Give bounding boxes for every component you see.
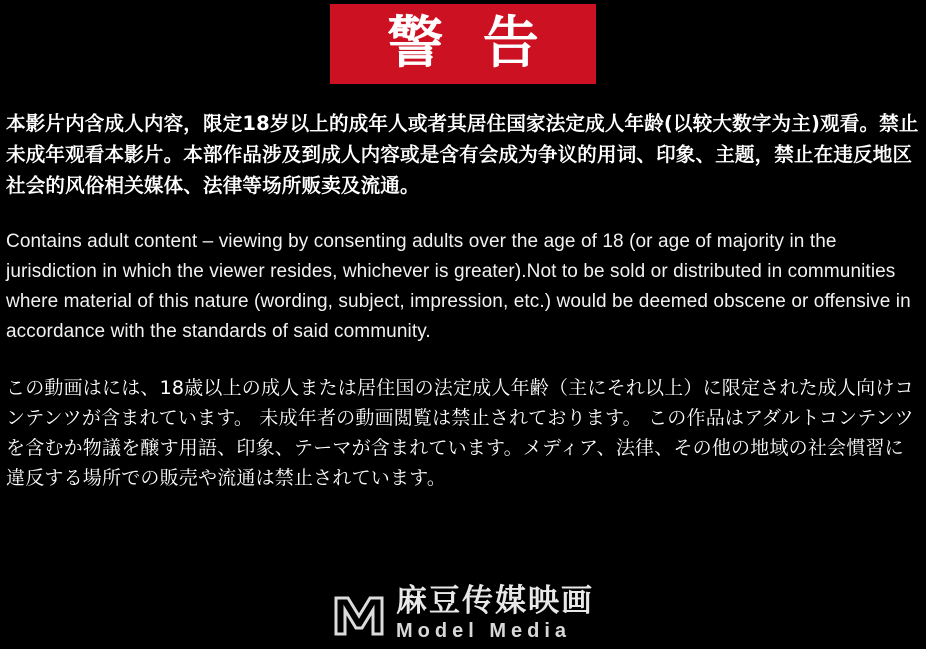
brand-name-en: Model Media xyxy=(396,620,572,642)
notice-paragraph-japanese: この動画はには、18歳以上の成人または居住国の法定成人年齢（主にそれ以上）に限定された成人向けコンテンツが含まれています。 未成年者の動画閲覧は禁止されております。 この作品はアダルトコンテンツを含むか物議を醸す用語、印象、テーマが含まれています。メディア、法律、その他の地域の社会慣習に違反する場所での販売や流通は禁止されています。 xyxy=(6,377,914,489)
brand-text xyxy=(396,583,594,642)
warning-banner xyxy=(330,4,596,84)
model-media-m-logo-icon xyxy=(332,590,386,638)
brand-name-cn: 麻豆传媒映画 xyxy=(396,583,594,619)
footer-logo xyxy=(0,583,926,642)
notice-paragraph-english: Contains adult content – viewing by consenting adults over the age of 18 (or age of majority in the jurisdiction in which the viewer resides, whichever is greater).Not to be sold or distributed in communities where material of this nature (wording, subject, impression, etc.) would be deemed obscene or offensive in accordance with the standards of said community. xyxy=(6,231,911,342)
notice-content xyxy=(0,108,926,493)
warning-banner-label: 警 告 xyxy=(387,11,549,76)
notice-paragraph-chinese: 本影片内含成人内容，限定18岁以上的成年人或者其居住国家法定成人年龄(以较大数字为主)观看。禁止未成年观看本影片。本部作品涉及到成人内容或是含有会成为争议的用词、印象、主题，禁止在违反地区社会的风俗相关媒体、法律等场所贩卖及流通。 xyxy=(6,112,919,197)
